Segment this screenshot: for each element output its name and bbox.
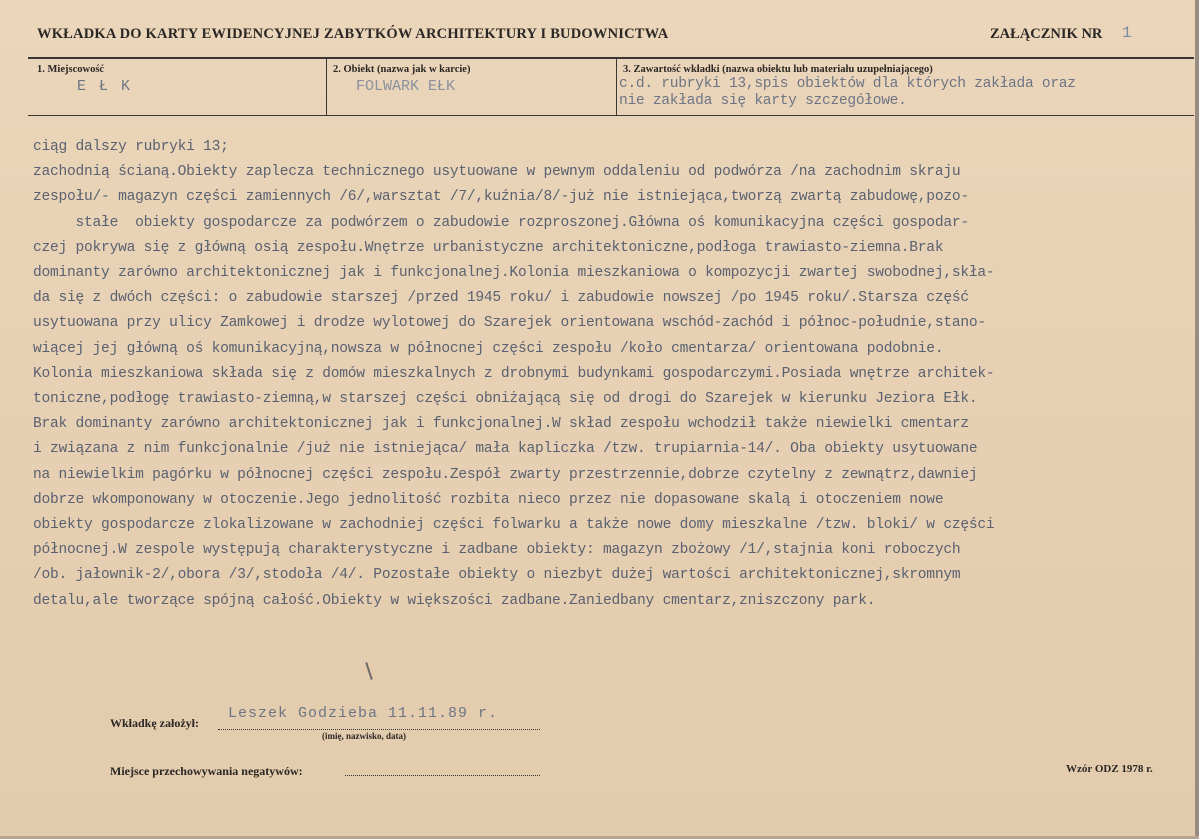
continuation-text xyxy=(33,135,1193,614)
pen-mark xyxy=(365,662,372,680)
body-text-line: ciąg dalszy rubryki 13; xyxy=(33,139,229,155)
body-text-line: północnej.W zespole występują charakterystyczne i zadbane obiekty: magazyn zbożowy /1/,stajnia koni roboczych xyxy=(33,542,961,559)
card-edge-right xyxy=(1195,0,1199,839)
locality-value: E Ł K xyxy=(77,78,133,95)
body-text-line: zespołu/- magazyn części zamiennych /6/,warsztat /7/,kuźnia/8/-już nie istniejąca,tworzą zwartą zabudowę,pozo- xyxy=(33,189,969,206)
author-dotted-line xyxy=(218,729,540,730)
body-text-line: toniczne,podłogę trawiasto-ziemną,w starszej części obniżającą się od drogi do Szarejek w kierunku Jeziora Ełk. xyxy=(33,391,978,408)
body-text-line: i związana z nim funkcjonalnie /już nie istniejąca/ mała kapliczka /tzw. trupiarnia-14/. Oba obiekty usytuowane xyxy=(33,441,978,458)
body-text-line: czej pokrywa się z główną osią zespołu.Wnętrze urbanistyczne architektoniczne,podłoga trawiasto-ziemna.Brak xyxy=(33,239,944,256)
body-text-line: /ob. jałownik-2/,obora /3/,stodoła /4/. Pozostałe obiekty o niezbyt dużej wartości architektonicznej,skromnym xyxy=(33,567,961,584)
body-text-line: da się z dwóch części: o zabudowie starszej /przed 1945 roku/ i zabudowie nowszej /po 1945 roku/.Starsza część xyxy=(33,290,969,307)
body-text-line: wiącej jej główną oś komunikacyjną,nowsza w północnej części zespołu /koło cmentarza/ orientowana podobnie. xyxy=(33,340,944,357)
body-text-line: Kolonia mieszkaniowa składa się z domów mieszkalnych z drobnymi budynkami gospodarczymi.Posiada wnętrze architek- xyxy=(33,365,995,382)
body-text-line: obiekty gospodarcze zlokalizowane w zachodniej części folwarku a także nowe domy mieszkalne /tzw. bloki/ w części xyxy=(33,517,995,534)
form-title: WKŁADKA DO KARTY EWIDENCYJNEJ ZABYTKÓW ARCHITEKTURY I BUDOWNICTWA xyxy=(37,26,669,42)
negatives-label: Miejsce przechowywania negatywów: xyxy=(110,764,303,778)
author-label: Wkładkę założył: xyxy=(110,716,199,730)
object-label: 2. Obiekt (nazwa jak w karcie) xyxy=(333,64,471,75)
form-code: Wzór ODZ 1978 r. xyxy=(1066,763,1153,775)
body-text-line: dominanty zarówno architektonicznej jak i funkcjonalnej.Kolonia mieszkaniowa o kompozycji zwartej swobodnej,skła- xyxy=(33,265,995,282)
body-text-line: stałe obiekty gospodarcze za podwórzem o zabudowie rozproszonej.Główna oś komunikacyjna części gospodar- xyxy=(33,214,969,231)
fields-top-rule xyxy=(28,57,1194,59)
fields-divider-2 xyxy=(616,58,617,115)
annex-label: ZAŁĄCZNIK NR xyxy=(990,26,1103,42)
body-text-line: zachodnią ścianą.Obiekty zaplecza technicznego usytuowane w pewnym oddaleniu od podwórza /na zachodnim skraju xyxy=(33,164,961,181)
body-text-line: na niewielkim pagórku w północnej części zespołu.Zespół zwarty przestrzennie,dobrze czytelny z zewnątrz,dawniej xyxy=(33,466,978,483)
content-value-line: nie zakłada się karty szczegółowe. xyxy=(619,93,907,109)
object-value: FOLWARK EŁK xyxy=(356,78,456,95)
author-hint: (imię, nazwisko, data) xyxy=(322,731,406,741)
body-text-line: usytuowana przy ulicy Zamkowej i drodze wylotowej do Szarejek orientowana wschód-zachód i północ-południe,stano- xyxy=(33,315,986,332)
author-value: Leszek Godzieba 11.11.89 r. xyxy=(228,705,499,722)
fields-bottom-rule xyxy=(28,115,1194,116)
negatives-dotted-line xyxy=(345,775,540,776)
body-text-line: Brak dominanty zarówno architektonicznej jak i funkcjonalnej.W skład zespołu wchodził także niewielki cmentarz xyxy=(33,416,969,433)
content-value-line: c.d. rubryki 13,spis obiektów dla których zakłada oraz xyxy=(619,76,1076,92)
body-text-line: dobrze wkomponowany w otoczenie.Jego jednolitość rozbita nieco przez nie dopasowane skalą i otoczeniem nowe xyxy=(33,491,944,508)
locality-label: 1. Miejscowość xyxy=(37,64,105,75)
body-text-line: detalu,ale tworzące spójną całość.Obiekty w większości zadbane.Zaniedbany cmentarz,zniszczony park. xyxy=(33,592,876,609)
content-label: 3. Zawartość wkładki (nazwa obiektu lub materiału uzupełniającego) xyxy=(623,64,933,75)
fields-divider-1 xyxy=(326,58,327,115)
content-value xyxy=(619,76,1076,110)
annex-number: 1 xyxy=(1122,24,1132,42)
